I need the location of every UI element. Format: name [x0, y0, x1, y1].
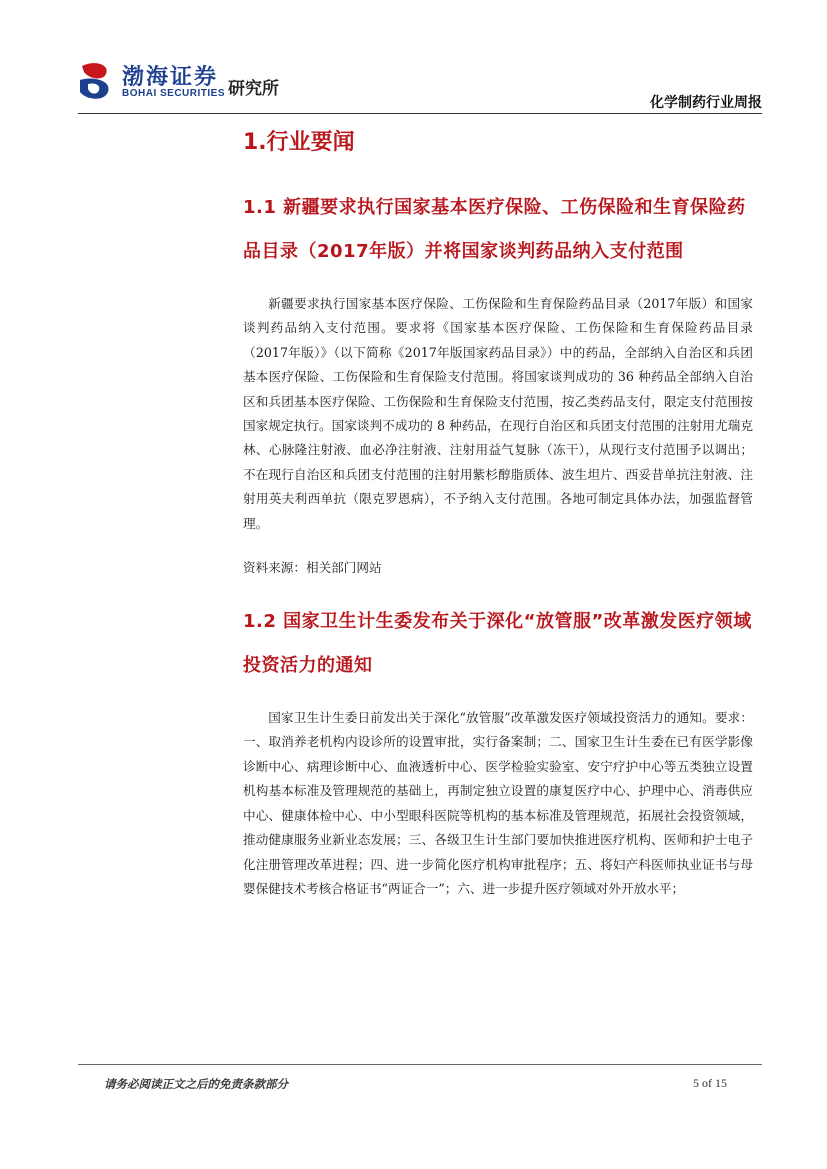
page-header: [78, 56, 762, 116]
subsection-1-paragraph: 新疆要求执行国家基本医疗保险、工伤保险和生育保险药品目录（2017年版）和国家谈判药品纳入支付范围。要求将《国家基本医疗保险、工伤保险和生育保险药品目录（2017年版）》（以下简称《2017年版国家药品目录》）中的药品，全部纳入自治区和兵团基本医疗保险、工伤保险和生育保险支付范围。将国家谈判成功的 36 种药品全部纳入自治区和兵团基本医疗保险、工伤保险和生育保险支付范围，按乙类药品支付，限定支付范围按国家规定执行。国家谈判不成功的 8 种药品，在现行自治区和兵团支付范围的注射用尤瑞克林、心脉隆注射液、血必净注射液、注射用益气复脉（冻干），从现行支付范围予以调出；不在现行自治区和兵团支付范围的注射用紫杉醇脂质体、波生坦片、西妥昔单抗注射液、注射用英夫利西单抗（限克罗恩病），不予纳入支付范围。各地可制定具体办法，加强监督管理。: [243, 296, 753, 531]
subsection-title-2: 1.2 国家卫生计生委发布关于深化“放管服”改革激发医疗领域投资活力的通知: [243, 611, 752, 677]
section-title: 1.行业要闻: [243, 130, 355, 155]
logo-english-name: BOHAI SECURITIES: [122, 88, 226, 99]
subsection-title-1: 1.1 新疆要求执行国家基本医疗保险、工伤保险和生育保险药品目录（2017年版）并将国家谈判药品纳入支付范围: [243, 197, 746, 262]
source-note: 资料来源：相关部门网站: [243, 560, 382, 576]
logo-chinese-name: 渤海证券: [122, 65, 219, 90]
footer-disclaimer: 请务必阅读正文之后的免责条款部分: [104, 1077, 288, 1091]
bohai-logo-icon: [78, 60, 114, 104]
institute-label: 研究所: [228, 79, 279, 99]
footer-divider: [78, 1064, 762, 1065]
page-number: 5 of 15: [693, 1076, 727, 1090]
header-divider: [78, 113, 762, 114]
subsection-2-paragraph: 国家卫生计生委日前发出关于深化“放管服”改革激发医疗领域投资活力的通知。要求：一、取消养老机构内设诊所的设置审批，实行备案制；二、国家卫生计生委在已有医学影像诊断中心、病理诊断中心、血液透析中心、医学检验实验室、安宁疗护中心等五类独立设置机构基本标准及管理规范的基础上，再制定独立设置的康复医疗中心、护理中心、消毒供应中心、健康体检中心、中小型眼科医院等机构的基本标准及管理规范，拓展社会投资领域，推动健康服务业新业态发展；三、各级卫生计生部门要加快推进医疗机构、医师和护士电子化注册管理改革进程；四、进一步简化医疗机构审批程序；五、将妇产科医师执业证书与母婴保健技术考核合格证书“两证合一”；六、进一步提升医疗领域对外开放水平；: [243, 710, 753, 896]
report-type: 化学制药行业周报: [650, 95, 762, 111]
main-content: [243, 120, 753, 901]
